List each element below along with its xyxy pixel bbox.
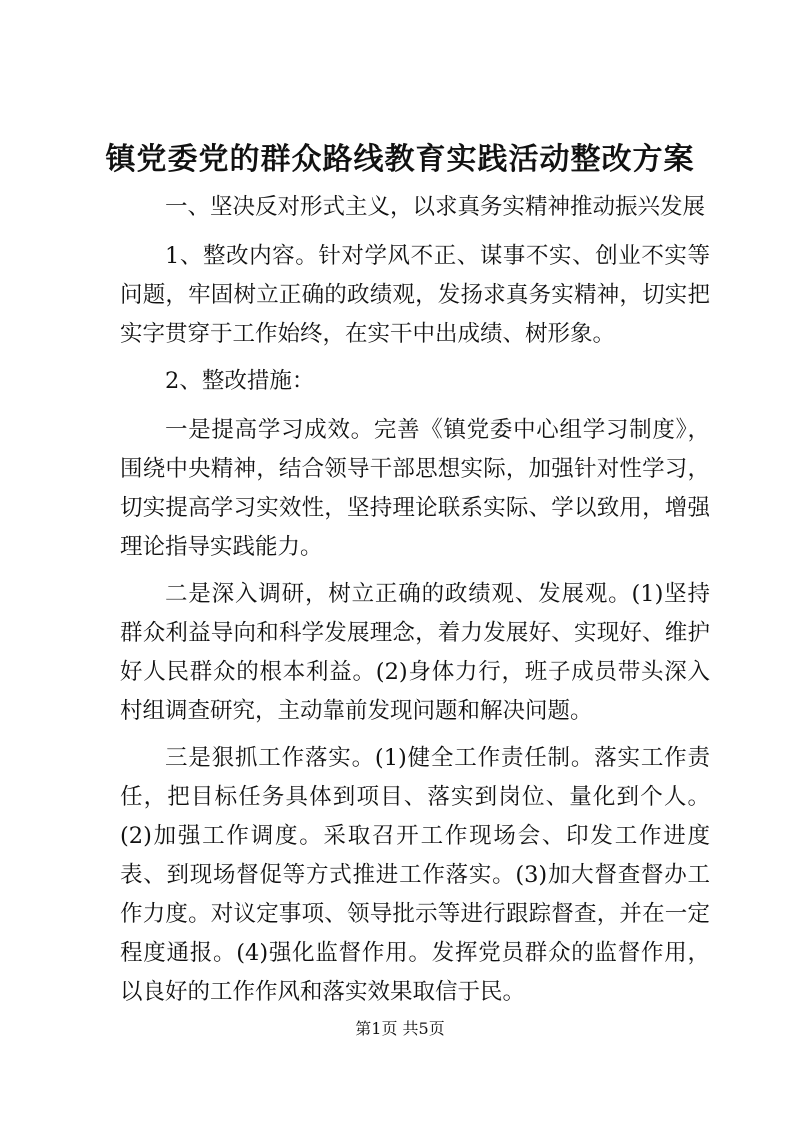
document-title: 镇党委党的群众路线教育实践活动整改方案 bbox=[105, 142, 695, 177]
paragraph-rectification-measures-heading: 2、整改措施： bbox=[165, 368, 315, 394]
section-heading-1: 一、坚决反对形式主义，以求真务实精神推动振兴发展 bbox=[165, 194, 706, 220]
paragraph-measure-three: 三是狠抓工作落实。(1)健全工作责任制。落实工作责任，把目标任务具体到项目、落实到岗位、量化到个人。(2)加强工作调度。采取召开工作现场会、印发工作进度表、到现场督促等方式推进工作落实。(3)加大督查督办工作力度。对议定事项、领导批示等进行跟踪督查，并在一定程度通报。(4)强化监督作用。发挥党员群众的监督作用，以良好的工作作风和落实效果取信于民。 bbox=[120, 745, 710, 1005]
page-footer: 第1页 共5页 bbox=[355, 1019, 445, 1038]
document-body bbox=[120, 188, 710, 1020]
paragraph-measure-one: 一是提高学习成效。完善《镇党委中心组学习制度》，围绕中央精神，结合领导干部思想实际，加强针对性学习，切实提高学习实效性，坚持理论联系实际、学以致用，增强理论指导实践能力。 bbox=[120, 417, 710, 560]
paragraph-measure-two: 二是深入调研，树立正确的政绩观、发展观。(1)坚持群众利益导向和科学发展理念，着力发展好、实现好、维护好人民群众的根本利益。(2)身体力行，班子成员带头深入村组调查研究，主动靠前发现问题和解决问题。 bbox=[120, 581, 710, 724]
paragraph-rectification-content: 1、整改内容。针对学风不正、谋事不实、创业不实等问题，牢固树立正确的政绩观，发扬求真务实精神，切实把实字贯穿于工作始终，在实干中出成绩、树形象。 bbox=[120, 243, 710, 347]
